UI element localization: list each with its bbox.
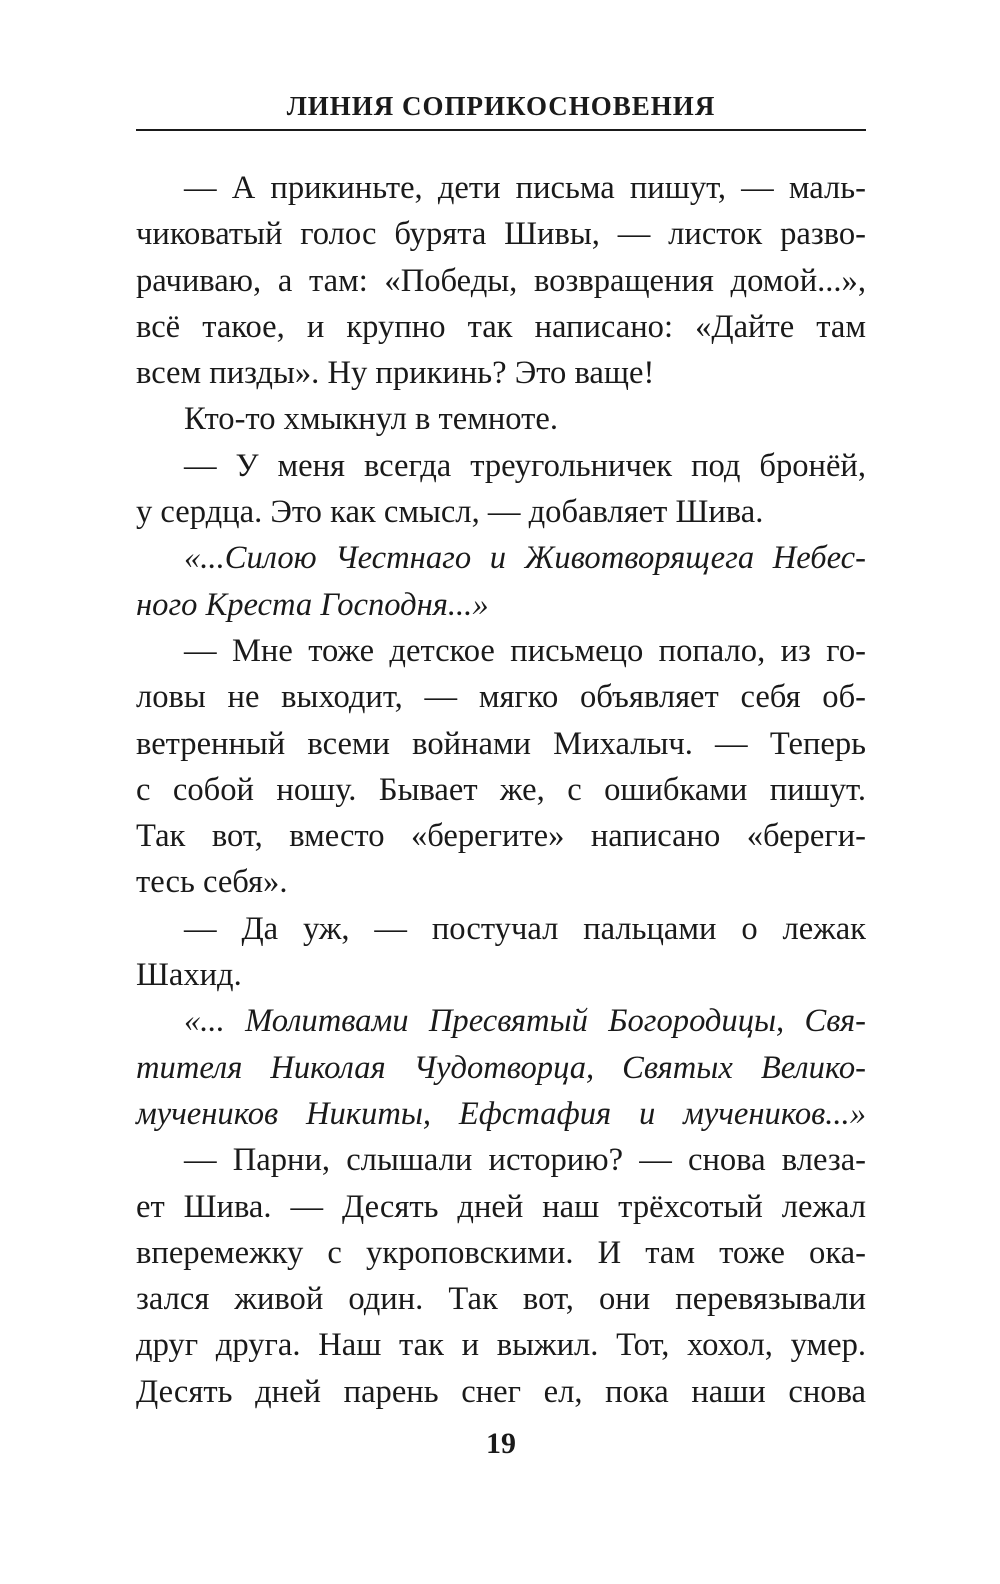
text-line: — А прикиньте, дети письма пишут, — маль-	[184, 170, 866, 206]
text-line: у сердца. Это как смысл, — добавляет Шива.	[136, 494, 764, 531]
text-line: — Парни, слышали историю? — снова влеза-	[184, 1142, 866, 1179]
text-line: зался живой один. Так вот, они перевязывали	[136, 1281, 866, 1318]
text-line: чиковатый голос бурята Шивы, — листок разво-	[136, 216, 866, 253]
text-line: Десять дней парень снег ел, пока наши снова	[136, 1373, 866, 1410]
text-line: рачиваю, а там: «Победы, возвращения домой...»,	[136, 262, 866, 299]
text-line: друг друга. Наш так и выжил. Тот, хохол, умер.	[136, 1327, 866, 1364]
text-line: с собой ношу. Бывает же, с ошибками пишут.	[136, 771, 866, 808]
header-rule	[136, 129, 866, 131]
running-head-title: ЛИНИЯ СОПРИКОСНОВЕНИЯ	[286, 91, 716, 121]
prayer-line: мучеников Никиты, Ефстафия и мучеников...»	[136, 1095, 866, 1132]
prayer-line: тителя Николая Чудотворца, Святых Велико-	[136, 1049, 866, 1086]
text-line: — Мне тоже детское письмецо попало, из го-	[184, 632, 866, 669]
text-line: ловы не выходит, — мягко объявляет себя об-	[136, 679, 866, 716]
text-line: Так вот, вместо «берегите» написано «береги-	[136, 818, 866, 855]
text-line: тесь себя».	[136, 864, 288, 901]
prayer-line: «... Молитвами Пресвятый Богородицы, Свя-	[184, 1003, 866, 1040]
text-line: всё такое, и крупно так написано: «Дайте там	[136, 308, 866, 345]
text-line: — У меня всегда треугольничек под бронёй,	[184, 447, 866, 484]
text-line: всем пизды». Ну прикинь? Это ваще!	[136, 355, 655, 392]
prayer-line: «...Силою Честнаго и Животворящега Небес-	[184, 540, 866, 577]
prayer-line: ного Креста Господня...»	[136, 586, 489, 623]
text-line: — Да уж, — постучал пальцами о лежак	[184, 910, 866, 947]
text-line: Кто-то хмыкнул в темноте.	[184, 401, 558, 438]
body-text	[136, 165, 866, 1415]
text-line: Шахид.	[136, 957, 242, 994]
text-line: ет Шива. — Десять дней наш трёхсотый лежал	[136, 1188, 866, 1225]
text-line: вперемежку с укроповскими. И там тоже ока-	[136, 1234, 866, 1271]
text-line: ветренный всеми войнами Михалыч. — Теперь	[136, 725, 866, 762]
page-number: 19	[486, 1427, 516, 1460]
